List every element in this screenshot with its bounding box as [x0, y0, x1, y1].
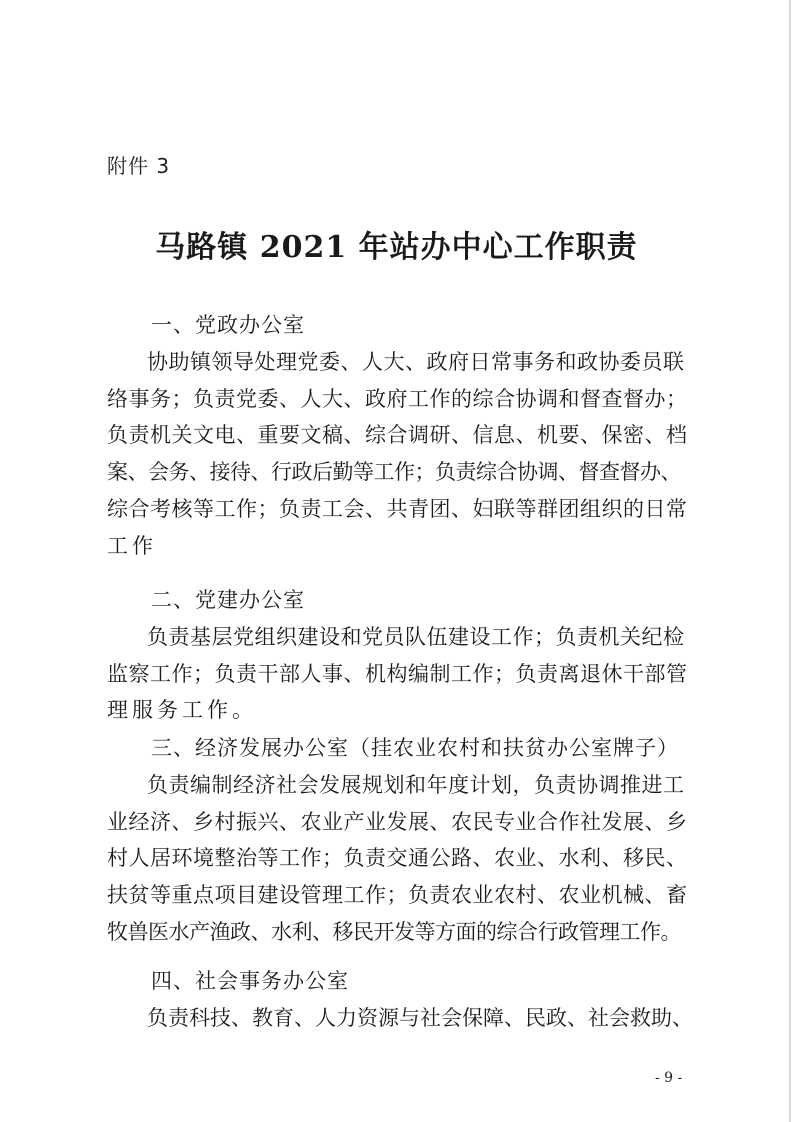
section-heading: 四、社会事务办公室	[151, 969, 349, 993]
page-edge	[789, 0, 791, 1122]
paragraph-line: 扶贫等重点项目建设管理工作；负责农业农村、农业机械、畜	[107, 883, 688, 908]
section-heading: 一、党政办公室	[151, 313, 305, 337]
paragraph-line: 牧兽医水产渔政、水利、移民开发等方面的综合行政管理工作。	[107, 919, 681, 944]
paragraph-line: 协助镇领导处理党委、人大、政府日常事务和政协委员联	[147, 349, 685, 374]
section-2	[107, 582, 693, 729]
attachment-label: 附件 3	[107, 154, 171, 178]
paragraph-line: 负责编制经济社会发展规划和年度计划，负责协调推进工	[147, 772, 685, 797]
paragraph-line: 监察工作；负责干部人事、机构编制工作；负责离退休干部管	[107, 661, 688, 686]
paragraph-line: 综合考核等工作；负责工会、共青团、妇联等群团组织的日常	[107, 496, 688, 521]
paragraph-line: 负责机关文电、重要文稿、综合调研、信息、机要、保密、档	[107, 423, 688, 448]
section-3	[107, 730, 693, 951]
section-heading: 二、党建办公室	[151, 588, 305, 612]
paragraph-line: 案、会务、接待、行政后勤等工作；负责综合协调、督查督办、	[107, 460, 681, 485]
paragraph-line: 理服务工作。	[107, 698, 257, 723]
paragraph-line: 村人居环境整治等工作；负责交通公路、农业、水利、移民、	[107, 846, 688, 871]
paragraph-line: 络事务；负责党委、人大、政府工作的综合协调和督查督办；	[107, 386, 688, 411]
paragraph-line: 工作	[107, 533, 157, 558]
section-4	[107, 963, 693, 1037]
page-number: - 9 -	[655, 1070, 683, 1086]
paragraph-line: 业经济、乡村振兴、农业产业发展、农民专业合作社发展、乡	[107, 809, 688, 834]
paragraph-line: 负责科技、教育、人力资源与社会保障、民政、社会救助、	[147, 1005, 693, 1030]
section-1	[107, 307, 693, 565]
paragraph-line: 负责基层党组织建设和党员队伍建设工作；负责机关纪检	[147, 624, 685, 649]
section-heading: 三、经济发展办公室（挂农业农村和扶贫办公室牌子）	[151, 736, 679, 760]
document-title: 马路镇 2021 年站办中心工作职责	[155, 230, 638, 265]
